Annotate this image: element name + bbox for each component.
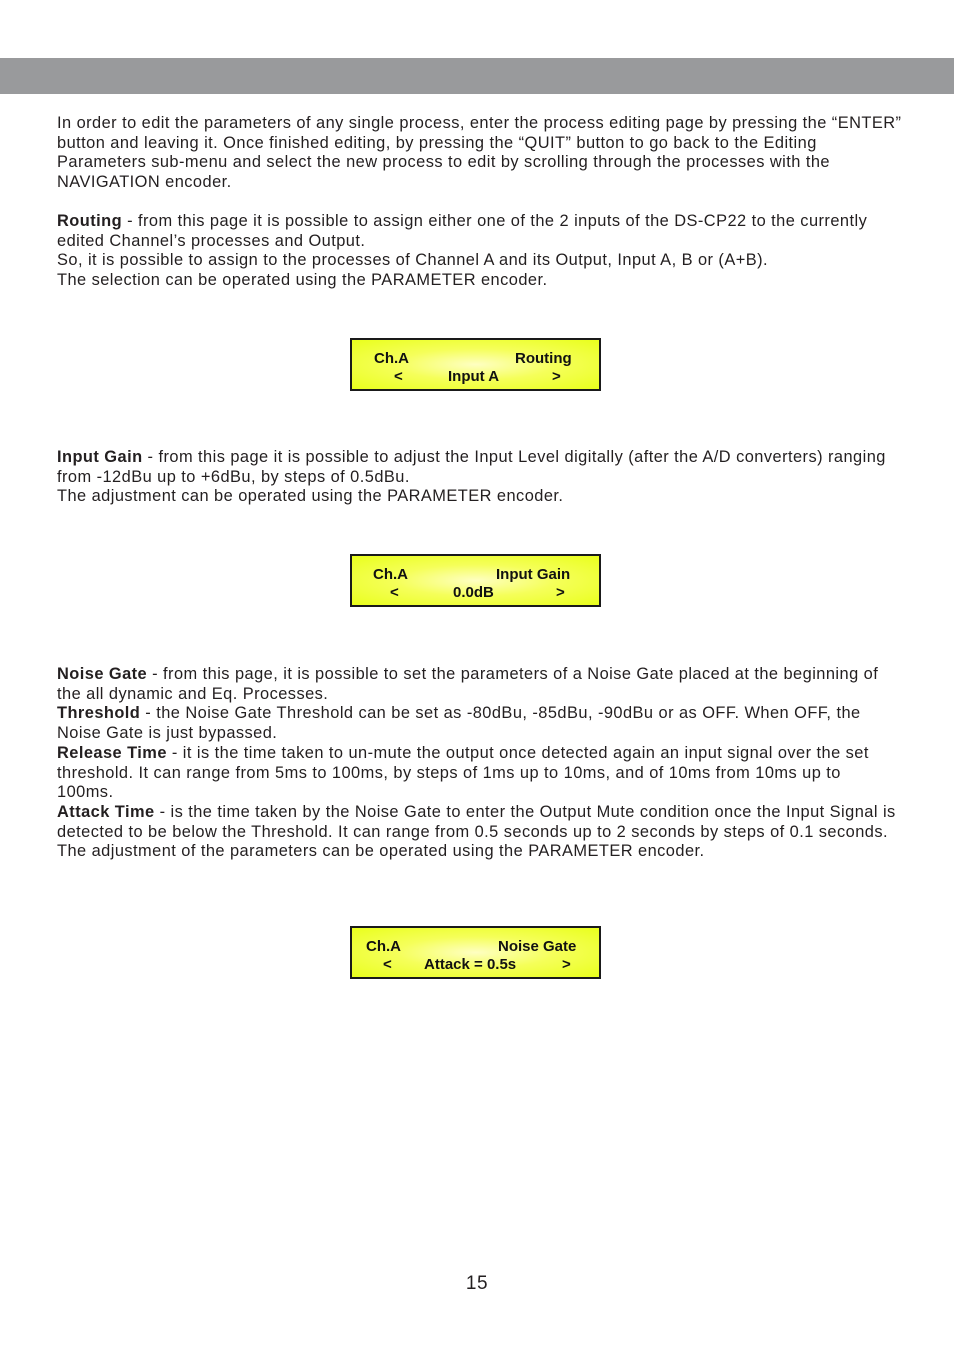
lcd-routing-display — [350, 338, 601, 391]
noise-gate-desc: - from this page, it is possible to set the parameters of a Noise Gate placed at the beginning of the all dynamic and Eq. Processes. — [57, 665, 879, 703]
attack-paragraph — [57, 803, 902, 842]
lcd-right-arrow: > — [562, 956, 571, 973]
page-number: 15 — [465, 1273, 489, 1294]
routing-desc: - from this page it is possible to assign either one of the 2 inputs of the DS-CP22 to the currently edited Channel’s processes and Output. — [57, 212, 868, 250]
lcd-right-arrow: > — [556, 584, 565, 601]
input-gain-section — [57, 448, 902, 507]
lcd-channel: Ch.A — [374, 350, 409, 367]
threshold-paragraph — [57, 704, 902, 743]
lcd-left-arrow: < — [390, 584, 399, 601]
attack-desc: - is the time taken by the Noise Gate to enter the Output Mute condition once the Input Signal is detected to be below the Threshold. It can range from 0.5 seconds up to 2 seconds by steps of 0.1 seconds. — [57, 802, 896, 841]
release-desc: - it is the time taken to un-mute the output once detected again an input signal over the set threshold. It can range from 5ms to 100ms, by steps of 1ms up to 10ms, and of 10ms from 10ms up to 100ms. — [57, 743, 869, 802]
input-gain-line2: The adjustment can be operated using the PARAMETER encoder. — [57, 487, 564, 506]
threshold-desc: - the Noise Gate Threshold can be set as -80dBu, -85dBu, -90dBu or as OFF. When OFF, the Noise Gate is just bypassed. — [57, 704, 861, 743]
noise-gate-paragraph — [57, 665, 902, 704]
lcd-gate-display — [350, 926, 601, 979]
noise-gate-term: Noise Gate — [57, 665, 148, 683]
lcd-value: 0.0dB — [453, 584, 494, 601]
noise-gate-section — [57, 665, 902, 862]
input-gain-desc: - from this page it is possible to adjust the Input Level digitally (after the A/D converters) ranging from -12dBu up to +6dBu, by steps of 0.5dBu. — [57, 448, 886, 486]
routing-line3: The selection can be operated using the PARAMETER encoder. — [57, 271, 548, 290]
routing-term: Routing — [57, 212, 123, 230]
lcd-title: Input Gain — [496, 566, 571, 583]
lcd-gain-display — [350, 554, 601, 607]
lcd-title: Routing — [515, 350, 572, 367]
header-bar — [0, 58, 954, 94]
lcd-title: Noise Gate — [498, 938, 577, 955]
lcd-value: Attack = 0.5s — [424, 956, 517, 973]
routing-paragraph — [57, 212, 902, 251]
routing-line2: So, it is possible to assign to the processes of Channel A and its Output, Input A, B or (A+B). — [57, 251, 769, 270]
routing-section — [57, 212, 902, 291]
noise-gate-closing: The adjustment of the parameters can be operated using the PARAMETER encoder. — [57, 842, 705, 861]
attack-term: Attack Time — [57, 802, 155, 821]
lcd-value: Input A — [448, 368, 500, 385]
lcd-channel: Ch.A — [373, 566, 408, 583]
lcd-channel: Ch.A — [366, 938, 401, 955]
input-gain-term: Input Gain — [57, 448, 143, 466]
input-gain-paragraph — [57, 448, 902, 487]
release-paragraph — [57, 744, 902, 803]
intro-paragraph — [57, 114, 902, 193]
lcd-right-arrow: > — [552, 368, 561, 385]
release-term: Release Time — [57, 743, 167, 762]
intro-text: In order to edit the parameters of any single process, enter the process editing page by pressing the “ENTER” button and leaving it. Once finished editing, by pressing the “QUIT” button to go back to the Editing Parameters sub-menu and select the new process to edit by scrolling through the processes with the NAVIGATION encoder. — [57, 114, 902, 192]
lcd-left-arrow: < — [394, 368, 403, 385]
lcd-left-arrow: < — [383, 956, 392, 973]
threshold-term: Threshold — [57, 704, 141, 723]
